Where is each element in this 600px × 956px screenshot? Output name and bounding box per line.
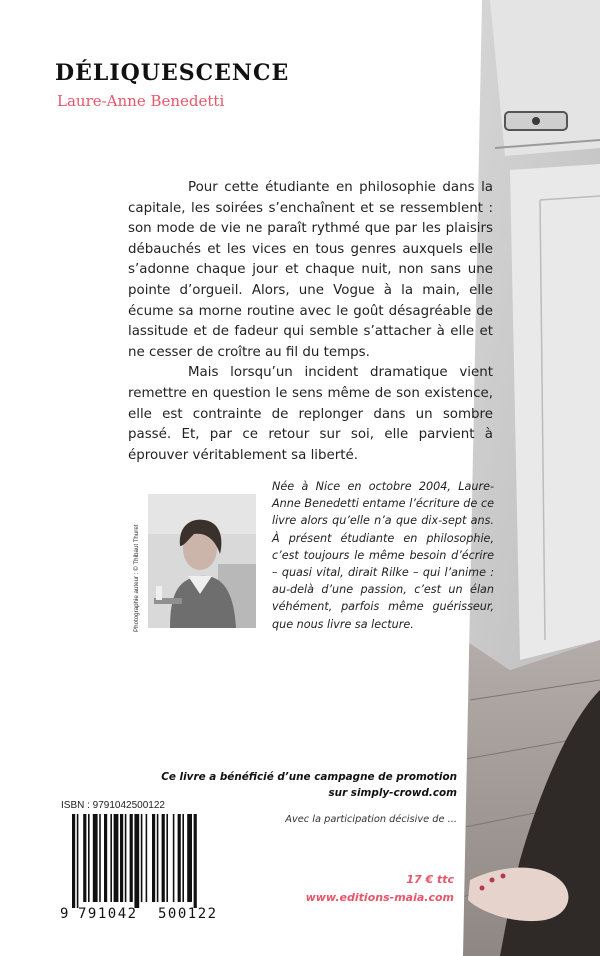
barcode-digit: 9	[60, 906, 69, 922]
barcode-bar	[134, 814, 139, 908]
barcode-bar	[104, 814, 107, 902]
promotion-note	[160, 770, 457, 801]
book-title: DÉLIQUESCENCE	[55, 60, 290, 86]
blurb-paragraph: Pour cette étudiante en philosophie dans la capitale, les soirées s’enchaînent et se ressemblent : son mode de vie ne paraît rythmé que par les plaisirs débauchés et les vices en tous genres auxquels elle s’adonne chaque jour et chaque nuit, non sans une pointe d’orgueil. Alors, une Vogue à la main, elle écume sa morne routine avec le goût désagréable de lassitude et de fadeur qui semble s’attacher à elle et ne cesser de croître au fil du temps.	[128, 180, 493, 360]
author-bio: Née à Nice en octobre 2004, Laure-Anne Benedetti entame l’écriture de ce livre alors qu’elle n’a que dix-sept ans. À présent étudiante en philosophie, c’est toujours le même besoin d’écrire – quasi vital, dirait Rilke – qui l’anime : au-delà d’une passion, c’est un élan véhément, parfois même guérisseur, que nous livre sa lecture.	[272, 480, 494, 631]
svg-text:Photographie auteur : © Thibau: Photographie auteur : © Thibaut Thuret	[133, 524, 140, 632]
barcode-digits-left: 791042	[78, 906, 138, 922]
barcode-bar	[162, 814, 165, 902]
isbn-barcode	[58, 812, 240, 922]
barcode-bar	[130, 814, 133, 902]
barcode-bar	[187, 814, 192, 902]
publisher-website[interactable]: www.editions-maia.com	[305, 891, 454, 904]
photo-credit	[118, 500, 148, 632]
barcode-bar	[194, 814, 197, 908]
barcode-bar	[125, 814, 127, 902]
author-name: Laure-Anne Benedetti	[57, 92, 225, 110]
barcode-bar	[114, 814, 119, 902]
barcode-bar	[93, 814, 98, 902]
barcode-bar	[88, 814, 90, 902]
isbn-label: ISBN : 9791042500122	[61, 800, 165, 811]
barcode-bar	[99, 814, 101, 902]
promotion-link: sur simply-crowd.com	[328, 786, 457, 799]
barcode-bar	[110, 814, 112, 902]
barcode-digits-right: 500122	[158, 906, 218, 922]
blurb-paragraph: Mais lorsqu’un incident dramatique vient remettre en question le sens même de son existence, elle est contrainte de replonger dans un sombre passé. Et, par ce retour sur soi, elle parvient à éprouver véritablement sa liberté.	[128, 365, 493, 463]
barcode-bar	[83, 814, 86, 902]
barcode-bar	[146, 814, 148, 902]
barcode-bar	[141, 814, 143, 902]
barcode-bar	[182, 814, 184, 902]
author-photo	[148, 494, 256, 628]
barcode-bar	[72, 814, 75, 908]
barcode-bar	[157, 814, 159, 902]
barcode-bar	[77, 814, 79, 908]
barcode-bar	[178, 814, 181, 902]
price: 17 € ttc	[406, 873, 454, 886]
book-blurb	[128, 178, 493, 466]
barcode-bar	[152, 814, 155, 902]
barcode-bar	[173, 814, 175, 902]
participation-note: Avec la participation décisive de ...	[285, 814, 457, 825]
barcode-bar	[166, 814, 168, 902]
barcode-bar	[120, 814, 123, 902]
promotion-line: Ce livre a bénéficié d’une campagne de promotion	[161, 771, 457, 783]
